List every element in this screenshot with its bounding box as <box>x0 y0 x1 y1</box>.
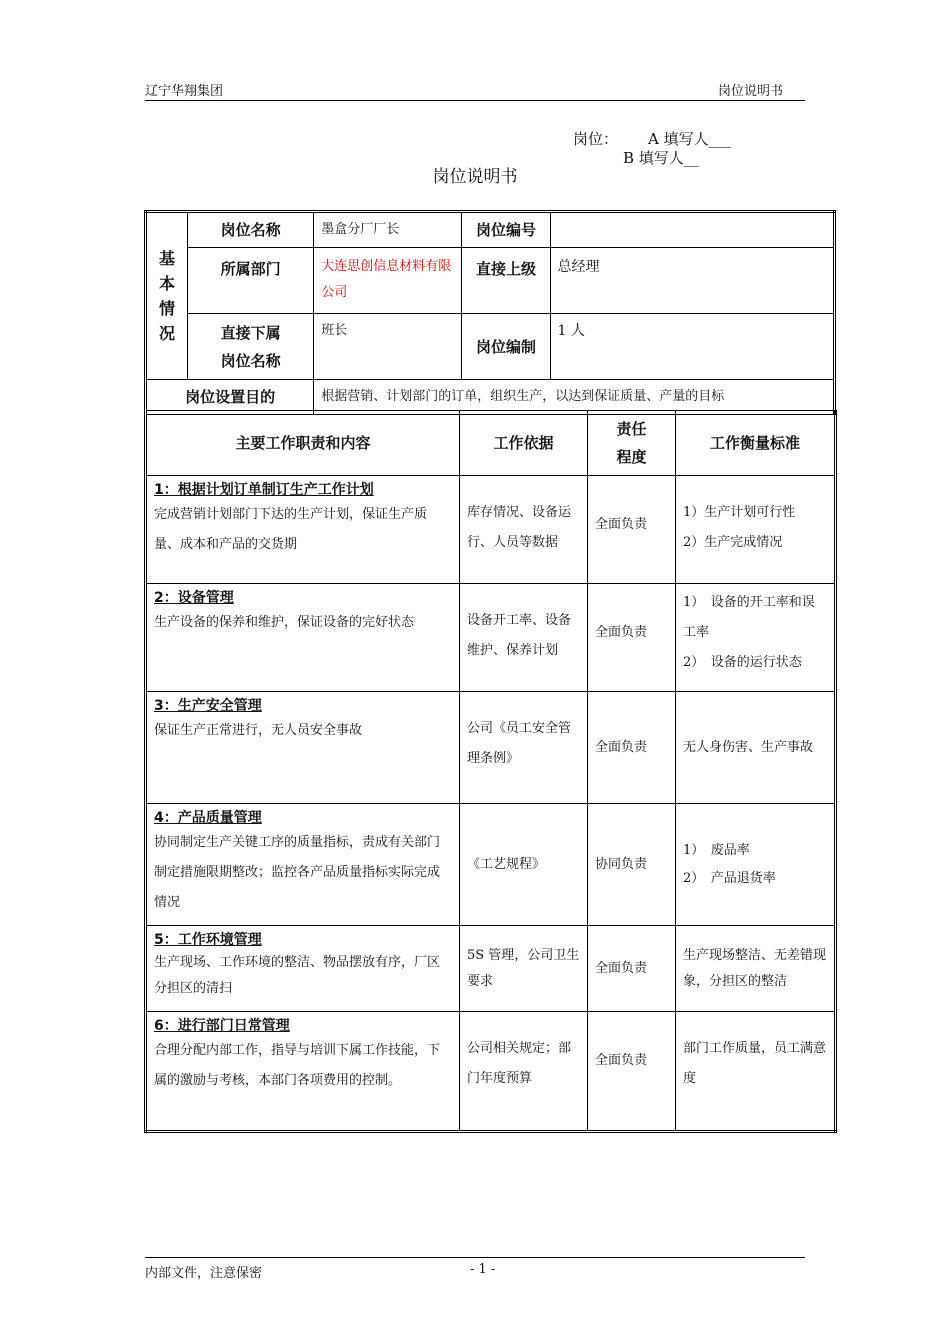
duty-measure: 1） 设备的开工率和误工率 2） 设备的运行状态 <box>676 584 836 692</box>
duty-row <box>146 804 836 926</box>
post-code-label: 岗位编号 <box>462 212 550 248</box>
writer-a: A 填写人___ <box>648 130 732 148</box>
superior-value: 总经理 <box>550 248 834 314</box>
duties-basis-header: 工作依据 <box>460 411 588 476</box>
header-company: 辽宁华翔集团 <box>145 84 224 99</box>
duty-desc: 完成营销计划部门下达的生产计划，保证生产质量、成本和产品的交货期 <box>154 507 428 552</box>
duty-heading: 1：根据计划订单制订生产工作计划 <box>154 482 374 498</box>
post-label: 岗位： <box>573 130 619 148</box>
purpose-value: 根据营销、计划部门的订单，组织生产，以达到保证质量、产量的目标 <box>314 380 835 415</box>
dept-label: 所属部门 <box>188 248 314 314</box>
duty-resp: 全面负责 <box>588 692 676 804</box>
duty-measure: 生产现场整洁、无差错现象，分担区的整洁 <box>676 926 836 1012</box>
post-name-label: 岗位名称 <box>188 212 314 248</box>
duty-desc: 合理分配内部工作，指导与培训下属工作技能，下属的激励与考核，本部门各项费用的控制。 <box>154 1043 441 1088</box>
duty-measure: 无人身伤害、生产事故 <box>676 692 836 804</box>
duty-heading: 4：产品质量管理 <box>154 810 262 826</box>
footer-divider <box>145 1257 805 1258</box>
duties-content-header: 主要工作职责和内容 <box>146 411 460 476</box>
page-number: - 1 - <box>470 1262 496 1277</box>
footer-note: 内部文件，注意保密 <box>145 1266 263 1281</box>
basic-info-label: 基 本 情 况 <box>146 212 188 380</box>
purpose-label: 岗位设置目的 <box>146 380 314 415</box>
duty-desc: 生产设备的保养和维护，保证设备的完好状态 <box>154 615 415 630</box>
writer-b: B 填写人__ <box>623 149 699 167</box>
duty-basis: 5S 管理，公司卫生要求 <box>460 926 588 1012</box>
duty-heading: 6：进行部门日常管理 <box>154 1018 290 1034</box>
duty-resp: 全面负责 <box>588 476 676 584</box>
headcount-label: 岗位编制 <box>462 314 550 380</box>
duty-measure: 1） 废品率 2） 产品退货率 <box>676 804 836 926</box>
header-doc-type: 岗位说明书 <box>718 84 784 99</box>
subordinate-label: 直接下属 岗位名称 <box>188 314 314 380</box>
page-title: 岗位说明书 <box>432 167 518 187</box>
duties-resp-header: 责任 程度 <box>588 411 676 476</box>
duty-heading: 5：工作环境管理 <box>154 932 262 948</box>
post-code-value <box>550 212 834 248</box>
duty-resp: 全面负责 <box>588 926 676 1012</box>
duty-row <box>146 476 836 584</box>
duty-heading: 2：设备管理 <box>154 590 234 606</box>
superior-label: 直接上级 <box>462 248 550 314</box>
subordinate-value: 班长 <box>314 314 462 380</box>
duty-resp: 全面负责 <box>588 1012 676 1132</box>
duty-heading: 3：生产安全管理 <box>154 698 262 714</box>
duty-row <box>146 584 836 692</box>
duty-row <box>146 1012 836 1132</box>
post-name-value: 墨盒分厂厂长 <box>314 212 462 248</box>
duty-basis: 《工艺规程》 <box>460 804 588 926</box>
duty-measure: 部门工作质量，员工满意度 <box>676 1012 836 1132</box>
duty-row <box>146 926 836 1012</box>
duty-measure: 1）生产计划可行性 2）生产完成情况 <box>676 476 836 584</box>
duty-basis: 库存情况、设备运行、人员等数据 <box>460 476 588 584</box>
duty-desc: 保证生产正常进行，无人员安全事故 <box>154 723 363 738</box>
duties-table <box>144 410 837 1133</box>
duty-resp: 协同负责 <box>588 804 676 926</box>
duty-basis: 公司《员工安全管理条例》 <box>460 692 588 804</box>
duty-basis: 设备开工率、设备维护、保养计划 <box>460 584 588 692</box>
duty-row <box>146 692 836 804</box>
duty-desc: 生产现场、工作环境的整洁、物品摆放有序，厂区分担区的清扫 <box>154 955 441 996</box>
headcount-value: 1 人 <box>550 314 834 380</box>
header-divider <box>145 100 805 101</box>
dept-value: 大连思创信息材料有限公司 <box>314 248 462 314</box>
duty-desc: 协同制定生产关键工序的质量指标，责成有关部门制定措施限期整改；监控各产品质量指标实际完成情况 <box>154 835 441 910</box>
duties-measure-header: 工作衡量标准 <box>676 411 836 476</box>
duty-basis: 公司相关规定；部门年度预算 <box>460 1012 588 1132</box>
duty-resp: 全面负责 <box>588 584 676 692</box>
job-description-table <box>144 210 836 415</box>
